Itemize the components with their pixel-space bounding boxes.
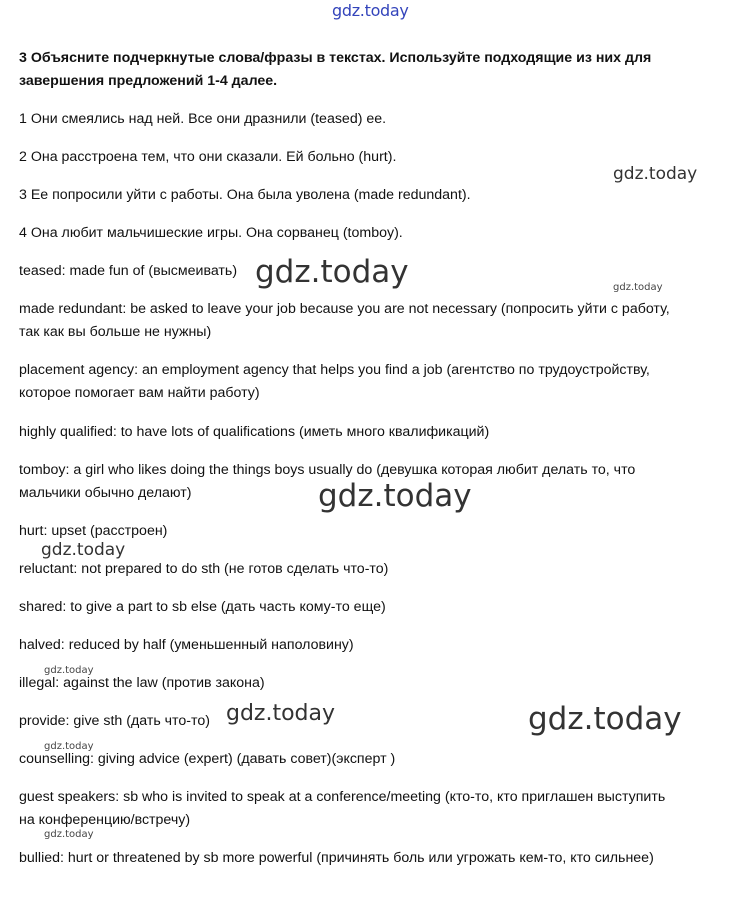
watermark: gdz.today bbox=[44, 665, 94, 676]
sentence-2: 2 Она расстроена тем, что они сказали. Ей больно (hurt). bbox=[19, 149, 397, 165]
definition-line: которое помогает вам найти работу) bbox=[19, 385, 260, 401]
definition-line: так как вы больше не нужны) bbox=[19, 324, 212, 340]
watermark-top: gdz.today bbox=[332, 1, 409, 20]
watermark: gdz.today bbox=[318, 478, 472, 514]
task-heading bbox=[19, 47, 719, 93]
definition-reluctant: reluctant: not prepared to do sth (не готов сделать что-то) bbox=[19, 561, 389, 577]
watermark: gdz.today bbox=[528, 701, 682, 737]
definition-illegal: illegal: against the law (против закона) bbox=[19, 675, 265, 691]
watermark: gdz.today bbox=[226, 701, 336, 726]
task-heading-line: завершения предложений 1-4 далее. bbox=[19, 73, 278, 89]
definition-highly-qualified: highly qualified: to have lots of qualifications (иметь много квалификаций) bbox=[19, 424, 490, 440]
watermark: gdz.today bbox=[613, 282, 663, 293]
definition-made-redundant bbox=[19, 298, 719, 344]
watermark: gdz.today bbox=[613, 164, 698, 184]
sentence-4: 4 Она любит мальчишеские игры. Она сорванец (tomboy). bbox=[19, 225, 403, 241]
watermark: gdz.today bbox=[41, 540, 126, 560]
definition-placement-agency bbox=[19, 359, 719, 405]
definition-line: guest speakers: sb who is invited to speak at a conference/meeting (кто-то, кто приглашен выступить bbox=[19, 789, 666, 805]
sentence-3: 3 Ее попросили уйти с работы. Она была уволена (made redundant). bbox=[19, 187, 471, 203]
watermark: gdz.today bbox=[255, 254, 409, 290]
definition-line: на конференцию/встречу) bbox=[19, 812, 191, 828]
watermark: gdz.today bbox=[44, 829, 94, 840]
definition-guest-speakers bbox=[19, 786, 719, 832]
sentence-1: 1 Они смеялись над ней. Все они дразнили (teased) ее. bbox=[19, 111, 387, 127]
definition-hurt: hurt: upset (расстроен) bbox=[19, 523, 168, 539]
watermark: gdz.today bbox=[44, 741, 94, 752]
definition-provide: provide: give sth (дать что-то) bbox=[19, 713, 210, 729]
definition-counselling: counselling: giving advice (expert) (давать совет)(эксперт ) bbox=[19, 751, 396, 767]
definition-line: made redundant: be asked to leave your job because you are not necessary (попросить уйти с работу, bbox=[19, 301, 670, 317]
definition-halved: halved: reduced by half (уменьшенный наполовину) bbox=[19, 637, 354, 653]
task-heading-line: 3 Объясните подчеркнутые слова/фразы в текстах. Используйте подходящие из них для bbox=[19, 50, 652, 66]
definition-shared: shared: to give a part to sb else (дать часть кому-то еще) bbox=[19, 599, 386, 615]
definition-tomboy bbox=[19, 459, 719, 505]
definition-bullied: bullied: hurt or threatened by sb more powerful (причинять боль или угрожать кем-то, кто сильнее) bbox=[19, 850, 654, 866]
definition-line: мальчики обычно делают) bbox=[19, 485, 192, 501]
definition-teased: teased: made fun of (высмеивать) bbox=[19, 263, 238, 279]
definition-line: placement agency: an employment agency that helps you find a job (агентство по трудоустройству, bbox=[19, 362, 650, 378]
definition-line: tomboy: a girl who likes doing the things boys usually do (девушка которая любит делать то, что bbox=[19, 462, 636, 478]
